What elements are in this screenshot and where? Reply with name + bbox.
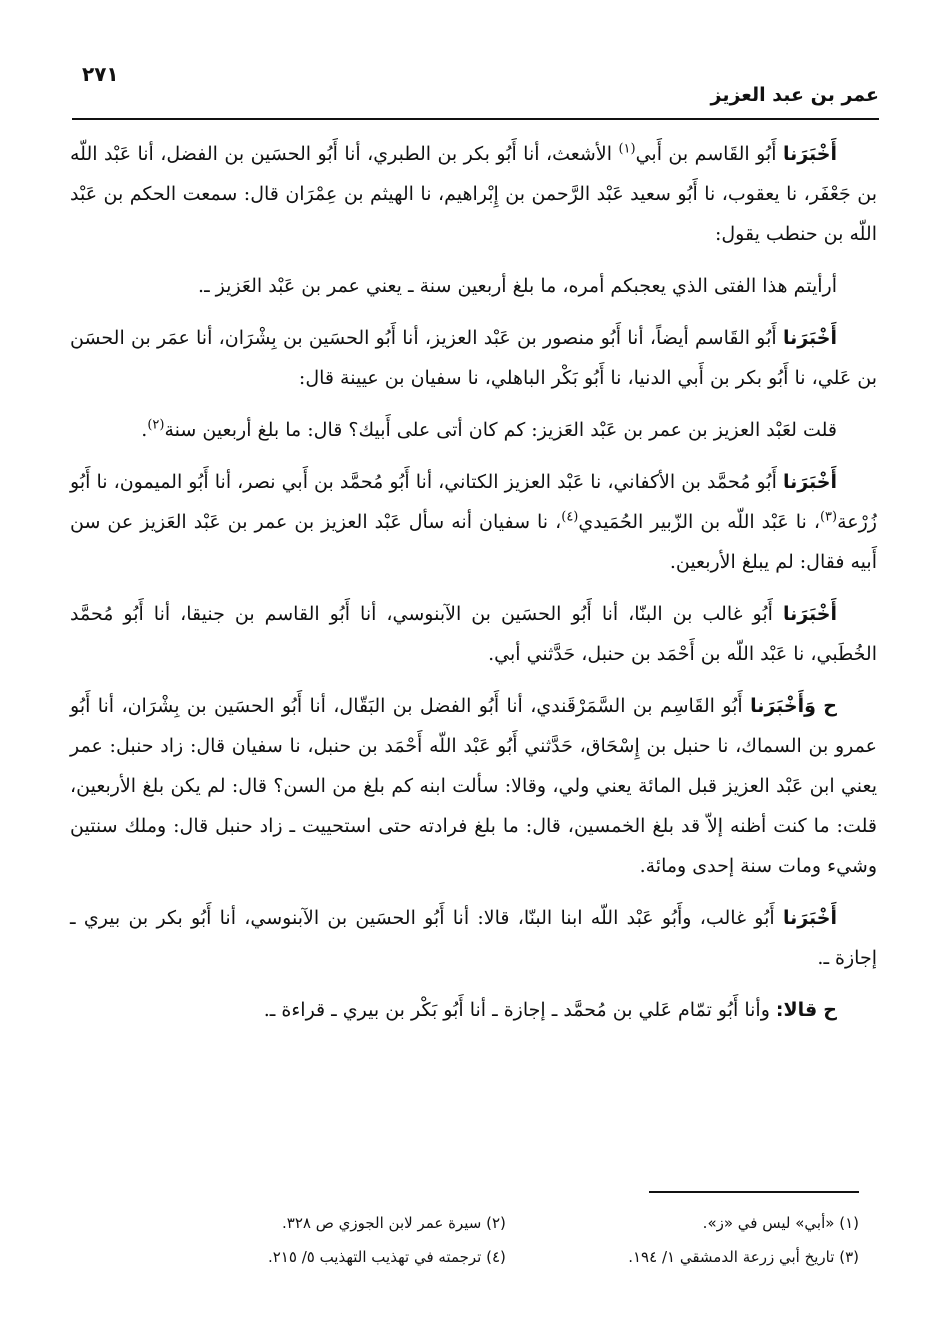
footnote-row <box>180 1206 859 1240</box>
akhbarana-lead: أَخْبَرَنا <box>782 603 837 625</box>
paragraph-1 <box>70 134 877 254</box>
paragraph-text: قلت لعَبْد العزيز بن عمر بن عَبْد العَزيز: كم كان أتى على أَبيك؟ قال: ما بلغ أربعين سنة <box>164 419 837 441</box>
ha-marker: ح <box>823 999 837 1021</box>
footnote-text: ترجمته في تهذيب التهذيب ٥/ ٢١٥. <box>267 1248 482 1266</box>
paragraph-text: أَبُو مُحمَّد بن الأكفاني، نا عَبْد العزيز الكتاني، أنا أَبُو مُحمَّد بن أَبي نصر، أنا أَبُو الميمون، نا أَبُو زُرْعة <box>70 471 877 533</box>
footnote-ref-1: (١) <box>618 141 636 157</box>
footnote-number: (١) <box>839 1214 859 1232</box>
paragraph-text: أَبُو القَاسم بن أَبي <box>635 143 777 165</box>
page-number: ٢٧١ <box>82 62 119 86</box>
footnote-number: (٢) <box>486 1214 506 1232</box>
paragraph-text: وأنا أَبُو تمّام عَلي بن مُحمَّد ـ إجازة ـ أنا أَبُو بَكْر بن بيري ـ قراءة ـ. <box>263 999 770 1021</box>
footnote-text: تاريخ أبي زرعة الدمشقي ١/ ١٩٤. <box>628 1248 835 1266</box>
paragraph-8 <box>70 898 877 978</box>
footnote-ref-4: (٤) <box>561 509 579 525</box>
paragraph-5 <box>70 462 877 582</box>
footnote-1 <box>533 1206 859 1240</box>
akhbarana-lead: أَخْبَرَنا <box>782 327 838 349</box>
paragraph-4 <box>70 410 877 450</box>
footnote-text: سيرة عمر لابن الجوزي ص ٣٢٨. <box>281 1214 482 1232</box>
paragraph-text: ، نا عَبْد اللّه بن الزّبير الحُمَيدي <box>578 511 820 533</box>
paragraph-6 <box>70 594 877 674</box>
paragraph-3 <box>70 318 877 398</box>
footnote-ref-3: (٣) <box>819 509 838 525</box>
footnote-number: (٣) <box>839 1248 859 1266</box>
paragraph-text: أرأيتم هذا الفتى الذي يعجبكم أمره، ما بلغ أربعين سنة ـ يعني عمر بن عَبْد العَزيز ـ. <box>198 275 837 297</box>
paragraph-9 <box>70 990 877 1030</box>
footnote-ref-2: (٢) <box>147 417 165 433</box>
akhbarana-lead: وَأَخْبَرَنا <box>750 695 816 717</box>
qala-lead: قالا: <box>775 999 818 1021</box>
paragraph-text: أَبُو غالب بن البنّا، أنا أَبُو الحسَين بن الآبنوسي، أنا أَبُو القاسم بن جنيقا، أنا أَبُو مُحمَّد الخُطَبي، نا عَبْد اللّه بن أَحْمَد بن حنبل، حَدَّثني أبي. <box>70 603 877 665</box>
footnote-number: (٤) <box>486 1248 506 1266</box>
main-text <box>70 134 877 1042</box>
paragraph-text: ، نا سفيان أنه سأل عَبْد العزيز بن عمر بن عَبْد العَزيز عن سن أَبيه فقال: لم يبلغ الأربعين. <box>70 511 877 573</box>
footnote-3 <box>533 1240 859 1274</box>
paragraph-text: . <box>141 419 148 441</box>
paragraph-text: أَبُو القَاسم أيضاً، أنا أَبُو منصور بن عَبْد العزيز، أنا أَبُو الحسَين بن بِشْرَان، أنا عمَر بن الحسَن بن عَلي، نا أَبُو بكر بن أَبي الدنيا، نا أَبُو بَكْر الباهلي، نا سفيان بن عيينة قال: <box>70 327 877 389</box>
footnote-text: «أبي» ليس في «ز». <box>702 1214 835 1232</box>
ha-marker: ح <box>823 695 837 717</box>
footnote-row <box>180 1240 859 1274</box>
page-header <box>72 60 879 120</box>
paragraph-2 <box>70 266 877 306</box>
footnote-divider <box>649 1191 859 1193</box>
paragraph-7 <box>70 686 877 886</box>
paragraph-text: أَبُو غالب، وأَبُو عَبْد اللّه ابنا البنّا، قالا: أنا أَبُو الحسَين بن الآبنوسي، أنا أَبُو بكر بن بيري ـ إجازة ـ. <box>70 907 877 969</box>
paragraph-text: الأشعث، أنا أَبُو بكر بن الطبري، أنا أَبُو الحسَين بن الفضل، أنا عَبْد اللّه بن جَعْفَر، نا يعقوب، نا أَبُو سعيد عَبْد الرَّحمن بن إِبْراهيم، نا الهيثم بن عِمْرَان قال: سمعت الحكم بن عَبْد اللّه بن حنطب يقول: <box>70 143 877 245</box>
footnote-2 <box>180 1206 506 1240</box>
footnote-4 <box>180 1240 506 1274</box>
akhbarana-lead: أَخْبَرَنا <box>782 907 837 929</box>
running-title: عمر بن عبد العزيز <box>710 84 879 106</box>
paragraph-text: أَبُو القَاسِم بن السَّمَرْقَندي، أنا أَبُو الفضل بن البَقّال، أنا أَبُو الحسَين بن بِشْرَان، أنا أَبُو عمرو بن السماك، نا حنبل بن إِسْحَاق، حَدَّثني أَبُو عَبْد اللّه أَحْمَد بن حنبل، نا سفيان قال: زاد حنبل: عمر يعني ابن عَبْد العزيز قبل المائة يعني ولي، وقالا: سألت ابنه كم بلغ من السن؟ قال: لم يكن بلغ الأربعين، قلت: ما كنت أظنه إلاّ قد بلغ الخمسين، قال: ما بلغ فرادته حتى استحييت ـ زاد حنبل قال: وملك سنتين وشيء ومات سنة إحدى ومائة. <box>70 695 877 877</box>
akhbarana-lead: أَخْبَرَنا <box>782 471 837 493</box>
akhbarana-lead: أَخْبَرَنا <box>782 143 837 165</box>
footnotes <box>180 1206 859 1274</box>
